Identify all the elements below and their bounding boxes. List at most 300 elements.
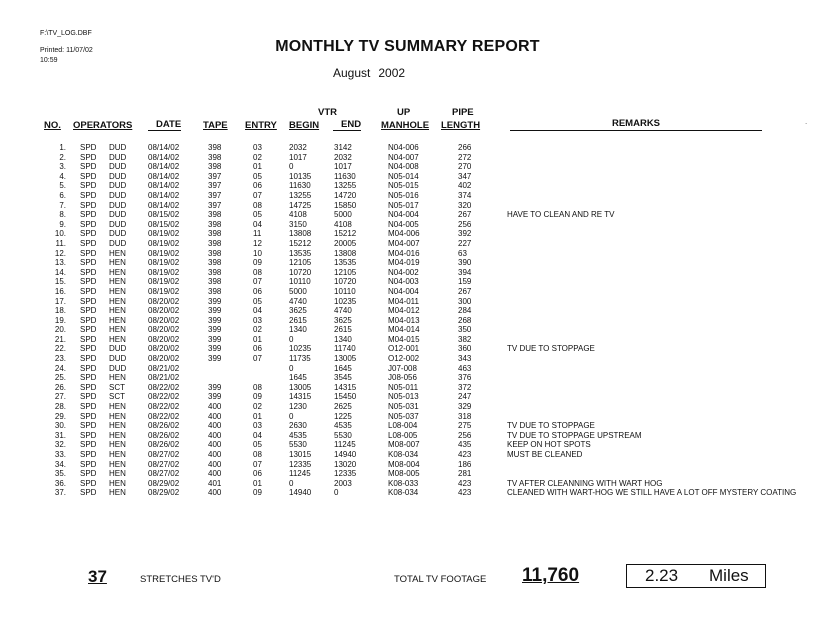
- manhole-cell: O12-002: [388, 354, 420, 364]
- table-row: [0, 191, 825, 201]
- manhole-cell: J07-008: [388, 363, 417, 373]
- operator-2: HEN: [109, 430, 126, 440]
- tape-cell: 397: [208, 171, 222, 181]
- end-cell: 13535: [334, 258, 357, 268]
- entry-cell: 02: [253, 402, 262, 412]
- row-number: 7.: [59, 200, 66, 210]
- table-row: [0, 421, 825, 431]
- date-cell: 08/19/02: [148, 267, 180, 277]
- begin-cell: 5530: [289, 440, 307, 450]
- begin-cell: 13015: [289, 450, 312, 459]
- begin-cell: 5000: [289, 286, 307, 296]
- length-cell: 435: [458, 440, 472, 450]
- end-cell: 4535: [334, 421, 352, 431]
- operator-1: SPD: [80, 440, 97, 450]
- end-cell: 14720: [334, 190, 357, 200]
- report-month: August: [333, 66, 371, 80]
- row-number: 10.: [54, 229, 66, 239]
- length-cell: 390: [458, 258, 472, 268]
- entry-cell: 06: [253, 286, 262, 296]
- end-cell: 10720: [334, 277, 357, 287]
- end-cell: 15450: [334, 392, 357, 402]
- row-number: 26.: [54, 382, 66, 392]
- operator-1: SPD: [80, 315, 97, 325]
- operator-1: SPD: [80, 469, 97, 479]
- date-cell: 08/14/02: [148, 200, 180, 210]
- begin-cell: 0: [289, 478, 294, 488]
- date-cell: 08/19/02: [148, 286, 180, 296]
- operator-2: DUD: [109, 219, 127, 229]
- entry-cell: 06: [253, 181, 262, 191]
- length-cell: 392: [458, 229, 472, 239]
- tape-cell: 400: [208, 440, 222, 450]
- end-cell: 3142: [334, 143, 352, 152]
- operator-1: SPD: [80, 334, 97, 344]
- date-cell: 08/20/02: [148, 325, 180, 335]
- operator-2: DUD: [109, 190, 127, 200]
- entry-cell: 03: [253, 421, 262, 431]
- row-number: 21.: [54, 334, 66, 344]
- operator-2: DUD: [109, 238, 127, 248]
- manhole-cell: M04-019: [388, 258, 420, 268]
- tape-cell: 398: [208, 238, 222, 248]
- operator-1: SPD: [80, 152, 97, 162]
- tape-cell: 398: [208, 248, 222, 258]
- row-number: 9.: [59, 219, 66, 229]
- total-footage-value: 11,760: [522, 565, 580, 586]
- header-operators: OPERATORS: [73, 120, 133, 131]
- date-cell: 08/21/02: [148, 363, 180, 373]
- length-cell: 275: [458, 421, 472, 431]
- date-cell: 08/14/02: [148, 181, 180, 191]
- row-number: 23.: [54, 354, 66, 364]
- manhole-cell: M04-016: [388, 248, 420, 258]
- table-row: [0, 306, 825, 316]
- entry-cell: 05: [253, 296, 262, 306]
- table-row: [0, 450, 825, 460]
- manhole-cell: N05-011: [388, 382, 419, 392]
- end-cell: 10110: [334, 286, 356, 296]
- operator-2: HEN: [109, 277, 126, 287]
- begin-cell: 14725: [289, 200, 312, 210]
- operator-1: SPD: [80, 373, 97, 383]
- end-cell: 13808: [334, 248, 357, 258]
- begin-cell: 14940: [289, 488, 312, 498]
- manhole-cell: N05-031: [388, 402, 419, 412]
- manhole-cell: M04-011: [388, 296, 419, 306]
- operator-1: SPD: [80, 267, 97, 277]
- length-cell: 372: [458, 382, 472, 392]
- row-number: 8.: [59, 210, 66, 220]
- begin-cell: 1645: [289, 373, 307, 383]
- length-cell: 360: [458, 344, 472, 354]
- length-cell: 266: [458, 143, 472, 152]
- report-title: [0, 38, 825, 56]
- operator-1: SPD: [80, 306, 97, 316]
- row-number: 33.: [54, 450, 66, 459]
- table-row: [0, 469, 825, 479]
- manhole-cell: N05-015: [388, 181, 419, 191]
- length-cell: 347: [458, 171, 472, 181]
- date-cell: 08/14/02: [148, 162, 180, 172]
- table-row: [0, 153, 825, 163]
- manhole-cell: N05-017: [388, 200, 419, 210]
- end-cell: 2003: [334, 478, 352, 488]
- date-cell: 08/26/02: [148, 421, 180, 431]
- tape-cell: 401: [208, 478, 222, 488]
- manhole-cell: L08-004: [388, 421, 418, 431]
- table-row: [0, 316, 825, 326]
- date-cell: 08/14/02: [148, 143, 180, 152]
- operator-1: SPD: [80, 190, 97, 200]
- header-remarks: REMARKS: [510, 118, 762, 131]
- operator-2: HEN: [109, 248, 126, 258]
- operator-1: SPD: [80, 210, 97, 220]
- begin-cell: 13005: [289, 382, 312, 392]
- operator-2: DUD: [109, 344, 127, 354]
- begin-cell: 10235: [289, 344, 312, 354]
- operator-2: DUD: [109, 229, 127, 239]
- length-cell: 350: [458, 325, 472, 335]
- tape-cell: 399: [208, 344, 222, 354]
- end-cell: 4740: [334, 306, 352, 316]
- manhole-cell: O12-001: [388, 344, 420, 354]
- header-manhole: MANHOLE: [381, 120, 430, 131]
- length-cell: 281: [458, 469, 472, 479]
- length-cell: 394: [458, 267, 472, 277]
- operator-2: HEN: [109, 488, 126, 498]
- end-cell: 1017: [334, 162, 352, 172]
- manhole-cell: M08-004: [388, 459, 420, 469]
- manhole-cell: M04-012: [388, 306, 420, 316]
- entry-cell: 03: [253, 315, 262, 325]
- table-row: [0, 412, 825, 422]
- tape-cell: 398: [208, 210, 222, 220]
- operator-2: SCT: [109, 392, 125, 402]
- date-cell: 08/20/02: [148, 296, 180, 306]
- entry-cell: 11: [253, 229, 262, 239]
- header-date: [148, 120, 181, 131]
- entry-cell: 09: [253, 258, 262, 268]
- end-cell: 15850: [334, 200, 357, 210]
- entry-cell: 05: [253, 171, 262, 181]
- tape-cell: 399: [208, 315, 222, 325]
- operator-2: HEN: [109, 286, 126, 296]
- table-row: [0, 297, 825, 307]
- length-cell: 343: [458, 354, 472, 364]
- date-cell: 08/27/02: [148, 469, 180, 479]
- operator-2: HEN: [109, 440, 126, 450]
- length-cell: 423: [458, 478, 472, 488]
- entry-cell: 06: [253, 469, 262, 479]
- tape-cell: 399: [208, 325, 222, 335]
- entry-cell: 05: [253, 440, 262, 450]
- entry-cell: 01: [253, 162, 262, 172]
- tape-cell: 397: [208, 181, 222, 191]
- manhole-cell: K08-034: [388, 450, 419, 459]
- end-cell: 11740: [334, 344, 356, 354]
- table-row: [0, 181, 825, 191]
- date-cell: 08/22/02: [148, 392, 180, 402]
- end-cell: 13020: [334, 459, 357, 469]
- begin-cell: 4740: [289, 296, 307, 306]
- date-cell: 08/14/02: [148, 171, 180, 181]
- length-cell: 320: [458, 200, 472, 210]
- remarks-cell: CLEANED WITH WART-HOG WE STILL HAVE A LOT OFF MYSTERY COATING: [507, 488, 797, 498]
- begin-cell: 10135: [289, 171, 312, 181]
- header-up: UP: [397, 107, 411, 118]
- tape-cell: 399: [208, 392, 222, 402]
- header-length: LENGTH: [441, 120, 481, 131]
- begin-cell: 3625: [289, 306, 307, 316]
- row-number: 1.: [59, 143, 66, 152]
- operator-1: SPD: [80, 258, 97, 268]
- end-cell: 3625: [334, 315, 352, 325]
- begin-cell: 1340: [289, 325, 307, 335]
- operator-1: SPD: [80, 411, 97, 421]
- miles-unit: Miles: [709, 566, 749, 585]
- entry-cell: 04: [253, 306, 262, 316]
- manhole-cell: N04-004: [388, 210, 419, 220]
- date-cell: 08/22/02: [148, 402, 180, 412]
- remarks-cell: TV DUE TO STOPPAGE UPSTREAM: [507, 430, 642, 440]
- row-number: 4.: [59, 171, 66, 181]
- entry-cell: 09: [253, 392, 262, 402]
- end-cell: 14940: [334, 450, 357, 459]
- begin-cell: 1017: [289, 152, 307, 162]
- length-cell: 227: [458, 238, 472, 248]
- operator-2: DUD: [109, 171, 127, 181]
- date-cell: 08/20/02: [148, 334, 180, 344]
- date-cell: 08/15/02: [148, 210, 180, 220]
- length-cell: 270: [458, 162, 472, 172]
- end-cell: 14315: [334, 382, 357, 392]
- table-row: [0, 373, 825, 383]
- begin-cell: 0: [289, 363, 294, 373]
- table-row: [0, 383, 825, 393]
- begin-cell: 13808: [289, 229, 312, 239]
- manhole-cell: N04-002: [388, 267, 419, 277]
- begin-cell: 14315: [289, 392, 312, 402]
- operator-1: SPD: [80, 219, 97, 229]
- length-cell: 423: [458, 488, 472, 498]
- operator-2: SCT: [109, 382, 125, 392]
- length-cell: 63: [458, 248, 467, 258]
- header-end-text: END: [341, 119, 362, 130]
- row-number: 3.: [59, 162, 66, 172]
- tape-cell: 398: [208, 219, 222, 229]
- date-cell: 08/19/02: [148, 238, 180, 248]
- operator-2: HEN: [109, 315, 126, 325]
- entry-cell: 12: [253, 238, 262, 248]
- manhole-cell: N04-006: [388, 143, 419, 152]
- report-period: [333, 66, 405, 80]
- tape-cell: 398: [208, 267, 222, 277]
- row-number: 27.: [54, 392, 66, 402]
- manhole-cell: M04-014: [388, 325, 420, 335]
- operator-1: SPD: [80, 402, 97, 412]
- entry-cell: 02: [253, 325, 262, 335]
- remarks-cell: TV DUE TO STOPPAGE: [507, 421, 595, 431]
- end-cell: 11245: [334, 440, 356, 450]
- tape-cell: 399: [208, 334, 222, 344]
- table-row: [0, 239, 825, 249]
- entry-cell: 01: [253, 334, 262, 344]
- length-cell: 329: [458, 402, 472, 412]
- date-cell: 08/15/02: [148, 219, 180, 229]
- table-row: [0, 162, 825, 172]
- manhole-cell: N04-003: [388, 277, 419, 287]
- miles-box: [626, 564, 766, 588]
- end-cell: 2032: [334, 152, 352, 162]
- begin-cell: 0: [289, 162, 294, 172]
- manhole-cell: N05-013: [388, 392, 419, 402]
- operator-1: SPD: [80, 238, 97, 248]
- begin-cell: 4108: [289, 210, 307, 220]
- length-cell: 463: [458, 363, 472, 373]
- begin-cell: 13255: [289, 190, 312, 200]
- table-row: [0, 220, 825, 230]
- printed-time: 10:59: [40, 57, 58, 64]
- date-cell: 08/27/02: [148, 459, 180, 469]
- end-cell: 1225: [334, 411, 352, 421]
- row-number: 5.: [59, 181, 66, 191]
- entry-cell: 08: [253, 267, 262, 277]
- tape-cell: 400: [208, 402, 222, 412]
- operator-1: SPD: [80, 162, 97, 172]
- operator-1: SPD: [80, 344, 97, 354]
- begin-cell: 11630: [289, 181, 311, 191]
- entry-cell: 03: [253, 143, 262, 152]
- begin-cell: 12335: [289, 459, 312, 469]
- table-row: [0, 201, 825, 211]
- manhole-cell: M04-007: [388, 238, 420, 248]
- date-cell: 08/20/02: [148, 344, 180, 354]
- entry-cell: 07: [253, 459, 262, 469]
- end-cell: 2625: [334, 402, 352, 412]
- date-cell: 08/22/02: [148, 382, 180, 392]
- table-row: [0, 392, 825, 402]
- table-row: [0, 172, 825, 182]
- report-year: 2002: [378, 66, 406, 80]
- tape-cell: 397: [208, 200, 222, 210]
- length-cell: 374: [458, 190, 472, 200]
- entry-cell: 07: [253, 354, 262, 364]
- length-cell: 256: [458, 219, 472, 229]
- row-number: 15.: [54, 277, 66, 287]
- date-cell: 08/29/02: [148, 488, 180, 498]
- header-pipe: PIPE: [452, 107, 474, 118]
- end-cell: 0: [334, 488, 339, 498]
- end-cell: 10235: [334, 296, 357, 306]
- row-number: 36.: [54, 478, 66, 488]
- operator-2: DUD: [109, 363, 127, 373]
- begin-cell: 11245: [289, 469, 311, 479]
- begin-cell: 3150: [289, 219, 307, 229]
- row-number: 30.: [54, 421, 66, 431]
- remarks-cell: KEEP ON HOT SPOTS: [507, 440, 591, 450]
- row-number: 24.: [54, 363, 66, 373]
- manhole-cell: M04-006: [388, 229, 420, 239]
- manhole-cell: L08-005: [388, 430, 418, 440]
- row-number: 12.: [54, 248, 66, 258]
- operator-2: DUD: [109, 143, 127, 152]
- tape-cell: 400: [208, 430, 222, 440]
- operator-2: HEN: [109, 469, 126, 479]
- row-number: 14.: [54, 267, 66, 277]
- table-row: [0, 354, 825, 364]
- total-footage-label: TOTAL TV FOOTAGE: [394, 574, 487, 585]
- length-cell: 423: [458, 450, 472, 459]
- tape-cell: 398: [208, 143, 222, 152]
- table-row: [0, 268, 825, 278]
- operator-1: SPD: [80, 143, 97, 152]
- begin-cell: 2615: [289, 315, 307, 325]
- operator-2: HEN: [109, 306, 126, 316]
- file-label: F:\TV_LOG.DBF: [40, 30, 92, 37]
- row-number: 18.: [54, 306, 66, 316]
- date-cell: 08/14/02: [148, 190, 180, 200]
- manhole-cell: N04-007: [388, 152, 419, 162]
- operator-2: HEN: [109, 334, 126, 344]
- stretch-label: STRETCHES TV'D: [140, 574, 221, 585]
- stray-mark: .: [805, 117, 808, 126]
- table-row: [0, 210, 825, 220]
- tape-cell: 400: [208, 469, 222, 479]
- row-number: 19.: [54, 315, 66, 325]
- table-row: [0, 258, 825, 268]
- manhole-cell: M08-007: [388, 440, 420, 450]
- row-number: 32.: [54, 440, 66, 450]
- table-row: [0, 460, 825, 470]
- remarks-cell: TV AFTER CLEANNING WITH WART HOG: [507, 478, 663, 488]
- date-cell: 08/14/02: [148, 152, 180, 162]
- length-cell: 300: [458, 296, 472, 306]
- tape-cell: 400: [208, 459, 222, 469]
- entry-cell: 05: [253, 210, 262, 220]
- begin-cell: 13535: [289, 248, 312, 258]
- begin-cell: 4535: [289, 430, 307, 440]
- length-cell: 159: [458, 277, 472, 287]
- manhole-cell: N05-037: [388, 411, 419, 421]
- table-row: [0, 229, 825, 239]
- length-cell: 267: [458, 210, 472, 220]
- row-number: 17.: [54, 296, 66, 306]
- tape-cell: 400: [208, 488, 222, 498]
- entry-cell: 01: [253, 411, 262, 421]
- end-cell: 5530: [334, 430, 352, 440]
- operator-1: SPD: [80, 430, 97, 440]
- operator-2: HEN: [109, 373, 126, 383]
- end-cell: 5000: [334, 210, 352, 220]
- end-cell: 13255: [334, 181, 357, 191]
- remarks-cell: HAVE TO CLEAN AND RE TV: [507, 210, 615, 220]
- date-cell: 08/20/02: [148, 306, 180, 316]
- operator-1: SPD: [80, 421, 97, 431]
- tape-cell: 399: [208, 306, 222, 316]
- operator-1: SPD: [80, 171, 97, 181]
- table-row: [0, 335, 825, 345]
- entry-cell: 10: [253, 248, 262, 258]
- operator-1: SPD: [80, 450, 97, 459]
- begin-cell: 15212: [289, 238, 312, 248]
- tape-cell: 398: [208, 277, 222, 287]
- table-row: [0, 431, 825, 441]
- date-cell: 08/19/02: [148, 277, 180, 287]
- length-cell: 318: [458, 411, 472, 421]
- tape-cell: 398: [208, 162, 222, 172]
- operator-1: SPD: [80, 392, 97, 402]
